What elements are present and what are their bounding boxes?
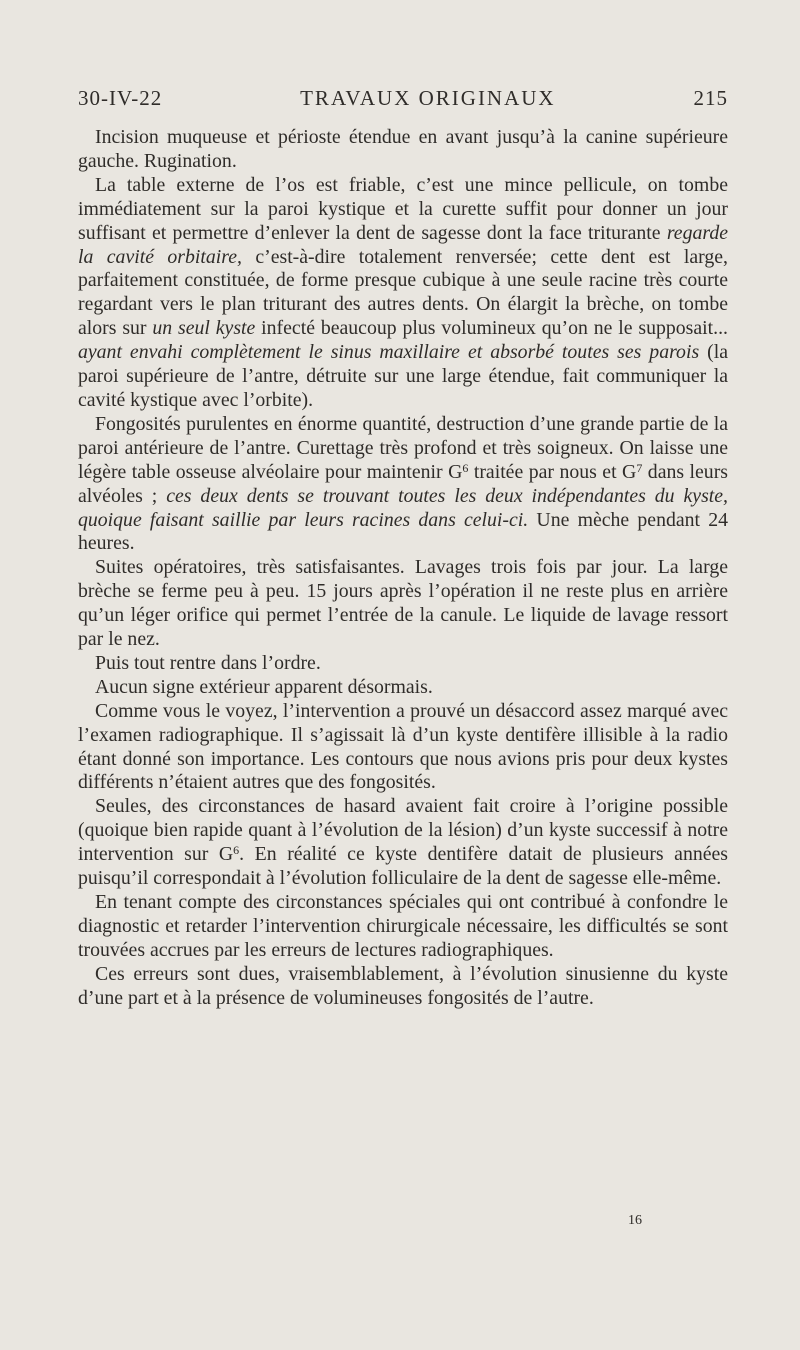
text-run: Seules, des circonstances de hasard avaient fait croire à l’origine possible (quoique bien rapide quant à l’évolution de la lésion) d’un kyste successif à notre intervention sur G [78, 795, 728, 866]
running-header [78, 86, 728, 111]
text-run: (la paroi supérieure de l’antre, détruite sur une large étendue, fait communiquer la cavité kystique avec l’orbite). [78, 341, 728, 411]
text-run: Une mèche pendant 24 heures. [78, 508, 728, 555]
paragraph [78, 676, 728, 700]
text-run: infecté beaucoup plus volumineux qu’on ne le supposait... [255, 317, 728, 340]
italic-run: regarde la cavité orbitaire, [78, 221, 728, 268]
tooth-index: 7 [636, 460, 643, 475]
text-run: En tenant compte des circonstances spéciales qui ont contribué à confondre le diagnostic et retarder l’intervention chirurgicale nécessaire, les difficultés se sont trouvées accrues par les erreurs de lectures radiographiques. [78, 891, 728, 961]
text-run: Aucun signe extérieur apparent désormais. [95, 675, 433, 698]
paragraph [78, 891, 728, 963]
text-run: Suites opératoires, très satisfaisantes. Lavages trois fois par jour. La large brèche se ferme peu à peu. 15 jours après l’opération il ne reste plus en arrière qu’un léger orifice qui permet l’entrée de la canule. Le liquide de lavage ressort par le nez. [78, 556, 728, 651]
paragraph [78, 652, 728, 676]
paragraph [78, 126, 728, 174]
italic-run: ces deux dents se trouvant toutes les deux indépendantes du kyste, quoique faisant saillie par leurs racines dans celui-ci. [78, 484, 728, 531]
text-run: Ces erreurs sont dues, vraisemblablement, à l’évolution sinusienne du kyste d’une part et à la présence de volumineuses fongosités de l’autre. [78, 962, 728, 1009]
paragraph [78, 795, 728, 891]
italic-run: ayant envahi complètement le sinus maxillaire et absorbé toutes ses parois [78, 341, 700, 364]
tooth-index: 6 [233, 843, 240, 858]
paragraph [78, 413, 728, 556]
text-run: Fongosités purulentes en énorme quantité, destruction d’une grande partie de la paroi antérieure de l’antre. Curettage très profond et très soigneux. On laisse une légère table osseuse alvéolaire pour maintenir G [78, 412, 728, 483]
header-title: TRAVAUX ORIGINAUX [300, 86, 556, 110]
paragraph [78, 700, 728, 796]
text-run: dans leurs alvéoles ; [78, 460, 728, 507]
text-run: c’est-à-dire totalement renversée; cette dent est large, parfaitement constituée, de forme presque cubique à une seule racine très courte regardant vers le plan triturant des autres dents. On élargit la brèche, on tombe alors sur [78, 245, 728, 340]
paragraph [78, 963, 728, 1011]
header-page-number: 215 [693, 86, 728, 110]
header-date: 30-IV-22 [78, 86, 163, 110]
body-text [78, 126, 728, 1011]
text-run: Puis tout rentre dans l’ordre. [95, 651, 321, 674]
text-run: Comme vous le voyez, l’intervention a prouvé un désaccord assez marqué avec l’examen radiographique. Il s’agissait là d’un kyste dentifère illisible à la radio étant donné son importance. Les contours que nous avions pris pour deux kystes différents n’étaient autres que des fongosités. [78, 699, 728, 794]
tooth-index: 6 [462, 460, 469, 475]
text-run: traitée par nous et G [468, 460, 637, 483]
paragraph [78, 556, 728, 652]
text-run: Incision muqueuse et périoste étendue en avant jusqu’à la canine supérieure gauche. Rugination. [78, 126, 728, 172]
text-run: . En réalité ce kyste dentifère datait de plusieurs années puisqu’il correspondait à l’évolution folliculaire de la dent de sagesse elle-même. [78, 843, 728, 890]
text-run: La table externe de l’os est friable, c’est une mince pellicule, on tombe immédiatement sur la paroi kystique et la curette suffit pour donner un jour suffisant et permettre d’enlever la dent de sagesse dont la face triturante [78, 173, 728, 244]
italic-run: un seul kyste [152, 317, 256, 340]
signature-mark: 16 [628, 1213, 642, 1228]
paragraph [78, 174, 728, 413]
